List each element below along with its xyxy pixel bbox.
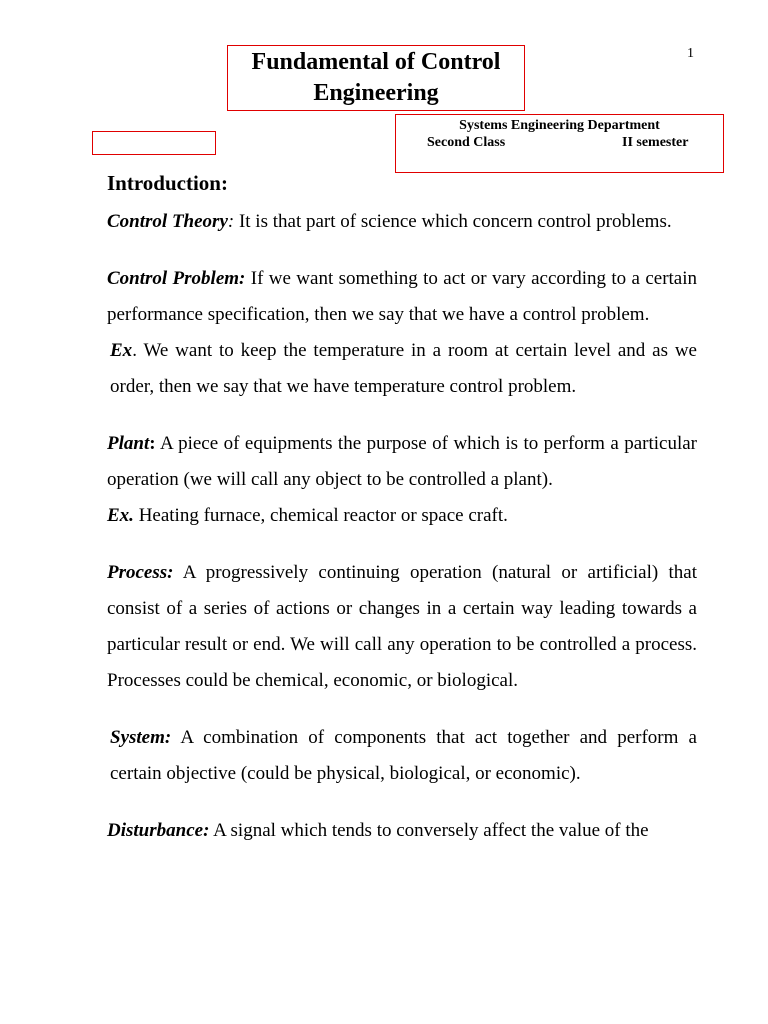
term-control-problem: Control Problem:	[107, 268, 246, 289]
section-heading: Introduction:	[107, 171, 228, 195]
text-control-problem-example: . We want to keep the temperature in a room at certain level and as we order, then we say that we have temperature control problem.	[110, 340, 697, 397]
page-number: 1	[687, 46, 694, 61]
document-title	[227, 45, 525, 111]
paragraph-system	[107, 720, 697, 792]
term-example: Ex.	[107, 505, 134, 526]
text-plant-example: Heating furnace, chemical reactor or space craft.	[133, 505, 508, 526]
semester-label: II semester	[622, 135, 689, 150]
term-plant: Plant	[107, 433, 150, 454]
blank-annotation-box	[92, 131, 216, 155]
text-control-theory: It is that part of science which concern control problems.	[234, 211, 672, 232]
paragraph-control-problem	[107, 261, 697, 333]
text-disturbance: A signal which tends to conversely affect the value of the	[209, 820, 649, 841]
term-system: System:	[110, 727, 172, 748]
term-plant-colon: :	[149, 433, 156, 454]
paragraph-control-theory	[107, 204, 697, 240]
department-name: Systems Engineering Department	[459, 118, 660, 133]
term-colon: :	[227, 211, 235, 232]
title-line-1: Fundamental of Control	[251, 49, 501, 75]
text-control-problem: If we want something to act or vary according to a certain performance specification, then we say that we have a control problem.	[107, 268, 698, 325]
paragraph-process	[107, 555, 697, 699]
paragraph-plant	[107, 426, 697, 498]
title-line-2: Engineering	[313, 80, 439, 106]
term-disturbance: Disturbance:	[107, 820, 210, 841]
text-plant: A piece of equipments the purpose of which is to perform a particular operation (we will call any object to be controlled a plant).	[107, 433, 697, 490]
term-process: Process:	[107, 562, 174, 583]
document-body	[107, 166, 697, 870]
department-box	[395, 114, 724, 173]
term-control-theory: Control Theory	[107, 211, 228, 232]
paragraph-disturbance	[107, 813, 697, 849]
term-example: Ex	[110, 340, 133, 361]
paragraph-control-problem-example	[107, 333, 697, 405]
text-process: A progressively continuing operation (natural or artificial) that consist of a series of actions or changes in a certain way leading towards a particular result or end. We will call any operation to be controlled a process. Processes could be chemical, economic, or biological.	[107, 562, 697, 691]
paragraph-plant-example	[107, 498, 697, 534]
text-system: A combination of components that act together and perform a certain objective (could be physical, biological, or economic).	[110, 727, 697, 784]
class-label: Second Class	[427, 135, 506, 150]
